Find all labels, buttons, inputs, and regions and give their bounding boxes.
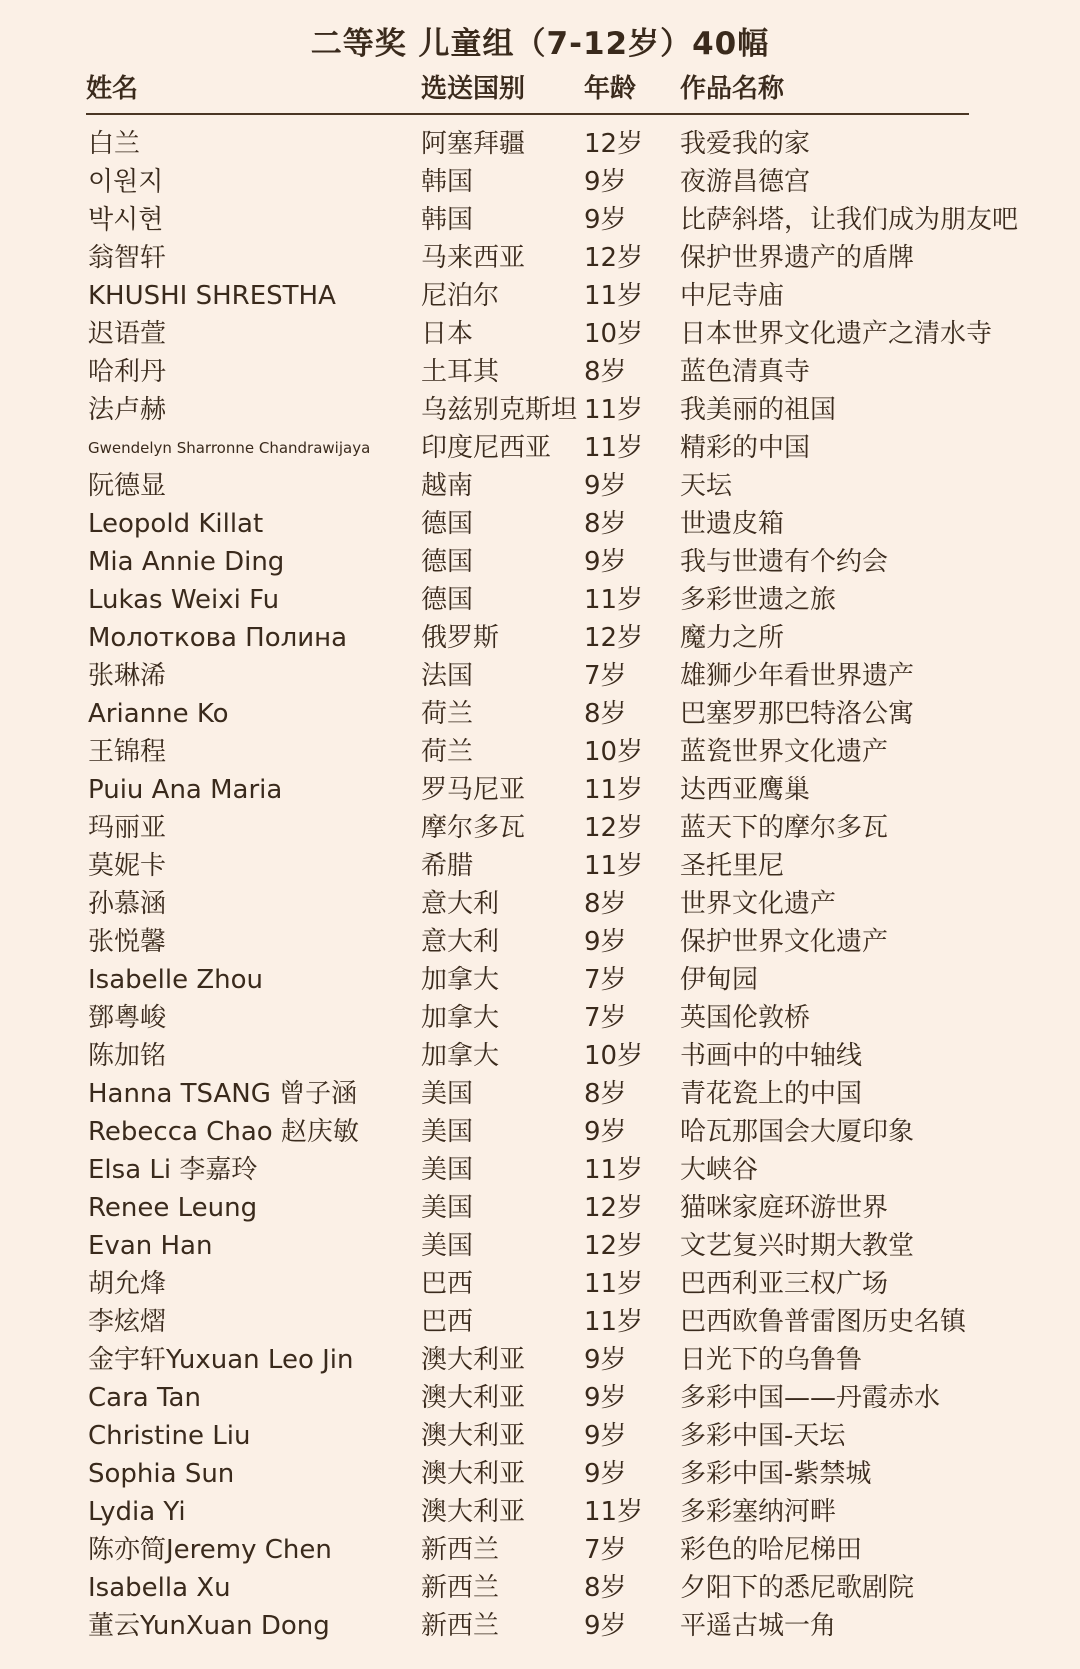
winner-age: 8岁 <box>584 889 627 919</box>
winner-age: 9岁 <box>584 471 627 501</box>
winner-country: 澳大利亚 <box>421 1421 526 1451</box>
winner-age: 7岁 <box>584 1535 627 1565</box>
table-row <box>0 1531 1080 1569</box>
table-row <box>0 619 1080 657</box>
award-list <box>0 125 1080 1645</box>
winner-age: 9岁 <box>584 1611 627 1641</box>
winner-name: Isabella Xu <box>88 1573 231 1603</box>
artwork-title: 日本世界文化遗产之清水寺 <box>680 319 993 349</box>
table-row <box>0 733 1080 771</box>
page-title: 二等奖 儿童组（7-12岁）40幅 <box>310 26 770 62</box>
winner-name: 이원지 <box>88 167 164 197</box>
winner-age: 8岁 <box>584 1079 627 1109</box>
artwork-title: 巴西欧鲁普雷图历史名镇 <box>680 1307 967 1337</box>
artwork-title: 多彩中国-紫禁城 <box>680 1459 872 1489</box>
table-row <box>0 1113 1080 1151</box>
winner-country: 巴西 <box>421 1307 474 1337</box>
winner-country: 日本 <box>421 319 474 349</box>
table-row <box>0 999 1080 1037</box>
winner-age: 11岁 <box>584 851 644 881</box>
winner-name: Rebecca Chao 赵庆敏 <box>88 1117 359 1147</box>
table-row <box>0 467 1080 505</box>
winner-country: 印度尼西亚 <box>421 433 552 463</box>
winner-name: Молоткова Полина <box>88 623 348 653</box>
winner-age: 9岁 <box>584 1459 627 1489</box>
winner-name: Puiu Ana Maria <box>88 775 283 805</box>
winner-age: 9岁 <box>584 1345 627 1375</box>
winner-age: 11岁 <box>584 1269 644 1299</box>
table-row <box>0 1607 1080 1645</box>
artwork-title: 达西亚鹰巢 <box>680 775 811 805</box>
winner-name: Evan Han <box>88 1231 213 1261</box>
winner-name: 王锦程 <box>88 737 167 767</box>
artwork-title: 世遗皮箱 <box>680 509 785 539</box>
winner-age: 10岁 <box>584 1041 644 1071</box>
artwork-title: 猫咪家庭环游世界 <box>680 1193 889 1223</box>
table-row <box>0 771 1080 809</box>
winner-age: 11岁 <box>584 395 644 425</box>
winner-age: 8岁 <box>584 1573 627 1603</box>
table-row <box>0 315 1080 353</box>
winner-name: Lydia Yi <box>88 1497 186 1527</box>
table-row <box>0 961 1080 999</box>
winner-country: 美国 <box>421 1193 474 1223</box>
winner-name: 白兰 <box>88 129 141 159</box>
winner-name: Gwendelyn Sharronne Chandrawijaya <box>88 439 371 457</box>
table-row <box>0 353 1080 391</box>
winner-name: 玛丽亚 <box>88 813 167 843</box>
artwork-title: 精彩的中国 <box>680 433 811 463</box>
artwork-title: 青花瓷上的中国 <box>680 1079 863 1109</box>
winner-country: 荷兰 <box>421 737 474 767</box>
winner-country: 加拿大 <box>421 1041 500 1071</box>
winner-country: 美国 <box>421 1079 474 1109</box>
table-row <box>0 1303 1080 1341</box>
winner-age: 11岁 <box>584 585 644 615</box>
winner-country: 韩国 <box>421 205 474 235</box>
artwork-title: 蓝色清真寺 <box>680 357 811 387</box>
artwork-title: 世界文化遗产 <box>680 889 837 919</box>
artwork-title: 圣托里尼 <box>680 851 785 881</box>
header-age: 年龄 <box>584 74 637 104</box>
winner-age: 10岁 <box>584 737 644 767</box>
artwork-title: 保护世界遗产的盾牌 <box>680 243 915 273</box>
table-row <box>0 1189 1080 1227</box>
artwork-title: 多彩世遗之旅 <box>680 585 837 615</box>
artwork-title: 哈瓦那国会大厦印象 <box>680 1117 915 1147</box>
winner-name: Christine Liu <box>88 1421 251 1451</box>
winner-name: 张琳浠 <box>88 661 167 691</box>
winner-country: 韩国 <box>421 167 474 197</box>
table-row <box>0 1569 1080 1607</box>
table-row <box>0 201 1080 239</box>
winner-age: 9岁 <box>584 547 627 577</box>
winner-name: 孙慕涵 <box>88 889 167 919</box>
winner-age: 7岁 <box>584 1003 627 1033</box>
winner-name: Sophia Sun <box>88 1459 235 1489</box>
header-name: 姓名 <box>86 74 139 104</box>
winner-country: 越南 <box>421 471 474 501</box>
artwork-title: 多彩塞纳河畔 <box>680 1497 837 1527</box>
winner-age: 11岁 <box>584 433 644 463</box>
winner-country: 澳大利亚 <box>421 1345 526 1375</box>
winner-country: 法国 <box>421 661 474 691</box>
table-row <box>0 1379 1080 1417</box>
artwork-title: 天坛 <box>680 471 733 501</box>
artwork-title: 我与世遗有个约会 <box>680 547 889 577</box>
winner-name: 翁智轩 <box>88 243 167 273</box>
table-row <box>0 277 1080 315</box>
artwork-title: 我美丽的祖国 <box>680 395 837 425</box>
table-row <box>0 1493 1080 1531</box>
artwork-title: 多彩中国——丹霞赤水 <box>680 1383 941 1413</box>
winner-name: 莫妮卡 <box>88 851 167 881</box>
table-row <box>0 429 1080 467</box>
header-divider <box>86 113 969 115</box>
winner-country: 荷兰 <box>421 699 474 729</box>
table-row <box>0 125 1080 163</box>
winner-country: 乌兹别克斯坦 <box>421 395 578 425</box>
table-row <box>0 581 1080 619</box>
header-work: 作品名称 <box>680 74 785 104</box>
table-row <box>0 657 1080 695</box>
winner-country: 德国 <box>421 547 474 577</box>
winner-age: 8岁 <box>584 357 627 387</box>
winner-country: 加拿大 <box>421 1003 500 1033</box>
table-row <box>0 1341 1080 1379</box>
winner-country: 德国 <box>421 509 474 539</box>
winner-country: 意大利 <box>421 889 500 919</box>
winner-country: 巴西 <box>421 1269 474 1299</box>
artwork-title: 我爱我的家 <box>680 129 811 159</box>
winner-name: 陈亦简Jeremy Chen <box>88 1535 332 1565</box>
winner-age: 7岁 <box>584 965 627 995</box>
winner-name: Mia Annie Ding <box>88 547 285 577</box>
table-row <box>0 391 1080 429</box>
winner-name: 李炫熠 <box>88 1307 167 1337</box>
winner-name: KHUSHI SHRESTHA <box>88 281 336 311</box>
table-row <box>0 847 1080 885</box>
winner-name: 鄧粵峻 <box>88 1003 167 1033</box>
winner-age: 10岁 <box>584 319 644 349</box>
winner-country: 美国 <box>421 1155 474 1185</box>
winner-age: 12岁 <box>584 1231 644 1261</box>
winner-name: 哈利丹 <box>88 357 167 387</box>
winner-name: 阮德显 <box>88 471 167 501</box>
header-country: 选送国别 <box>421 74 526 104</box>
winner-age: 12岁 <box>584 813 644 843</box>
winner-country: 美国 <box>421 1117 474 1147</box>
winner-age: 11岁 <box>584 1307 644 1337</box>
artwork-title: 伊甸园 <box>680 965 759 995</box>
winner-name: 박시현 <box>88 205 164 235</box>
winner-country: 土耳其 <box>421 357 500 387</box>
table-row <box>0 543 1080 581</box>
table-row <box>0 809 1080 847</box>
winner-country: 意大利 <box>421 927 500 957</box>
winner-age: 7岁 <box>584 661 627 691</box>
table-row <box>0 1075 1080 1113</box>
winner-name: Arianne Ko <box>88 699 229 729</box>
artwork-title: 保护世界文化遗产 <box>680 927 889 957</box>
artwork-title: 大峡谷 <box>680 1155 759 1185</box>
winner-age: 8岁 <box>584 509 627 539</box>
winner-name: Isabelle Zhou <box>88 965 264 995</box>
table-header <box>0 68 1080 108</box>
winner-age: 9岁 <box>584 205 627 235</box>
artwork-title: 书画中的中轴线 <box>680 1041 863 1071</box>
artwork-title: 平遥古城一角 <box>680 1611 837 1641</box>
winner-name: 董云YunXuan Dong <box>88 1611 330 1641</box>
winner-country: 德国 <box>421 585 474 615</box>
winner-name: Hanna TSANG 曾子涵 <box>88 1079 358 1109</box>
table-row <box>0 239 1080 277</box>
artwork-title: 雄狮少年看世界遗产 <box>680 661 915 691</box>
winner-name: Renee Leung <box>88 1193 258 1223</box>
winner-country: 马来西亚 <box>421 243 526 273</box>
table-row <box>0 923 1080 961</box>
artwork-title: 彩色的哈尼梯田 <box>680 1535 863 1565</box>
winner-name: 张悦馨 <box>88 927 167 957</box>
winner-country: 美国 <box>421 1231 474 1261</box>
winner-country: 俄罗斯 <box>421 623 500 653</box>
winner-age: 11岁 <box>584 281 644 311</box>
table-row <box>0 1037 1080 1075</box>
winner-country: 澳大利亚 <box>421 1497 526 1527</box>
winner-age: 12岁 <box>584 243 644 273</box>
table-row <box>0 163 1080 201</box>
winner-name: Cara Tan <box>88 1383 201 1413</box>
winner-age: 9岁 <box>584 1117 627 1147</box>
winner-name: Leopold Killat <box>88 509 264 539</box>
table-row <box>0 1265 1080 1303</box>
artwork-title: 蓝天下的摩尔多瓦 <box>680 813 889 843</box>
winner-country: 尼泊尔 <box>421 281 500 311</box>
winner-age: 9岁 <box>584 927 627 957</box>
winner-country: 澳大利亚 <box>421 1383 526 1413</box>
winner-age: 12岁 <box>584 1193 644 1223</box>
winner-country: 澳大利亚 <box>421 1459 526 1489</box>
table-row <box>0 1417 1080 1455</box>
winner-name: Elsa Li 李嘉玲 <box>88 1155 258 1185</box>
winner-country: 希腊 <box>421 851 474 881</box>
table-row <box>0 1227 1080 1265</box>
table-row <box>0 505 1080 543</box>
artwork-title: 魔力之所 <box>680 623 785 653</box>
winner-age: 12岁 <box>584 129 644 159</box>
winner-country: 阿塞拜疆 <box>421 129 526 159</box>
artwork-title: 巴西利亚三权广场 <box>680 1269 889 1299</box>
winner-country: 新西兰 <box>421 1573 500 1603</box>
artwork-title: 夜游昌德宫 <box>680 167 811 197</box>
artwork-title: 中尼寺庙 <box>680 281 785 311</box>
table-row <box>0 1151 1080 1189</box>
winner-name: 金宇轩Yuxuan Leo Jin <box>88 1345 354 1375</box>
winner-name: 法卢赫 <box>88 395 167 425</box>
winner-age: 11岁 <box>584 775 644 805</box>
winner-country: 加拿大 <box>421 965 500 995</box>
artwork-title: 夕阳下的悉尼歌剧院 <box>680 1573 915 1603</box>
table-row <box>0 1455 1080 1493</box>
artwork-title: 文艺复兴时期大教堂 <box>680 1231 915 1261</box>
winner-age: 8岁 <box>584 699 627 729</box>
winner-age: 12岁 <box>584 623 644 653</box>
artwork-title: 比萨斜塔，让我们成为朋友吧 <box>680 205 1019 235</box>
winner-age: 11岁 <box>584 1155 644 1185</box>
artwork-title: 巴塞罗那巴特洛公寓 <box>680 699 915 729</box>
winner-country: 新西兰 <box>421 1611 500 1641</box>
winner-name: 胡允烽 <box>88 1269 167 1299</box>
artwork-title: 日光下的乌鲁鲁 <box>680 1345 863 1375</box>
winner-age: 9岁 <box>584 167 627 197</box>
winner-age: 9岁 <box>584 1383 627 1413</box>
winner-age: 9岁 <box>584 1421 627 1451</box>
winner-age: 11岁 <box>584 1497 644 1527</box>
artwork-title: 英国伦敦桥 <box>680 1003 811 1033</box>
winner-name: Lukas Weixi Fu <box>88 585 280 615</box>
winner-name: 迟语萱 <box>88 319 167 349</box>
winner-country: 新西兰 <box>421 1535 500 1565</box>
winner-country: 罗马尼亚 <box>421 775 526 805</box>
winner-name: 陈加铭 <box>88 1041 167 1071</box>
artwork-title: 多彩中国-天坛 <box>680 1421 846 1451</box>
table-row <box>0 695 1080 733</box>
table-row <box>0 885 1080 923</box>
winner-country: 摩尔多瓦 <box>421 813 526 843</box>
artwork-title: 蓝瓷世界文化遗产 <box>680 737 889 767</box>
